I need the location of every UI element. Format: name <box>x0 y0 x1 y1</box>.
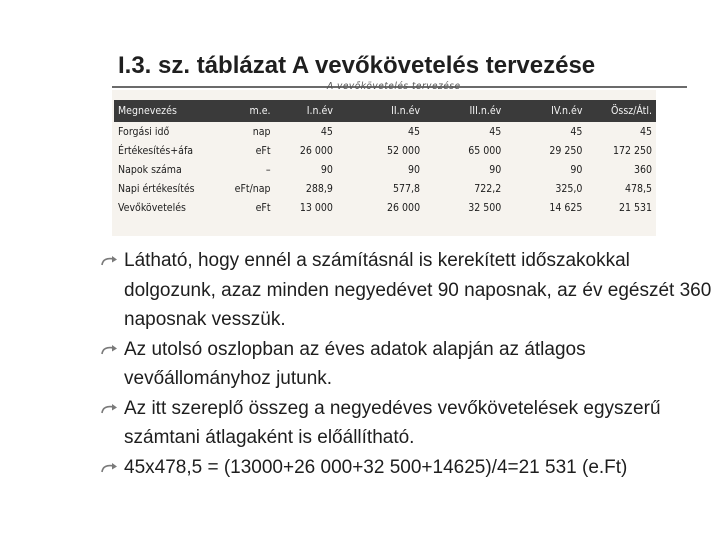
table-cell: 45 <box>639 125 652 138</box>
table-cell: 26 000 <box>387 201 421 214</box>
table-cell: 45 <box>408 125 421 138</box>
table-cell: 90 <box>489 163 502 176</box>
header-cell: Össz/Átl. <box>586 100 656 122</box>
table-cell: 45 <box>570 125 583 138</box>
bullet-text: Az utolsó oszlopban az éves adatok alapján az átlagos vevőállományhoz jutunk. <box>124 338 586 389</box>
table-cell: nap <box>252 125 271 138</box>
bullet-text: Az itt szereplő összeg a negyedéves vevőkövetelések egyszerű számtani átlagaként is előállítható. <box>124 397 661 448</box>
table-cell: 325,0 <box>555 182 583 195</box>
table-row <box>114 179 656 198</box>
header-cell: III.n.év <box>424 100 505 122</box>
bullet-item <box>100 246 715 335</box>
table-cell: 32 500 <box>468 201 502 214</box>
curved-arrow-bullet-icon <box>100 246 120 275</box>
table-cell: 90 <box>570 163 583 176</box>
table-cell: Napi értékesítés <box>118 182 195 195</box>
table-cell: 288,9 <box>305 182 333 195</box>
table-cell: 45 <box>320 125 333 138</box>
table-cell: 14 625 <box>549 201 583 214</box>
table-cell: Napok száma <box>118 163 182 176</box>
table-cell: Vevőkövetelés <box>118 201 186 214</box>
table-cell: – <box>265 163 271 176</box>
table-cell: 52 000 <box>387 144 421 157</box>
curved-arrow-bullet-icon <box>100 453 120 482</box>
table-cell: 722,2 <box>474 182 502 195</box>
table-cell: 13 000 <box>299 201 333 214</box>
bullet-text: 45x478,5 = (13000+26 000+32 500+14625)/4=21 531 (e.Ft) <box>124 456 628 478</box>
header-cell: IV.n.év <box>505 100 586 122</box>
table-row <box>114 141 656 160</box>
table-cell: 172 250 <box>612 144 652 157</box>
table-cell: 577,8 <box>393 182 421 195</box>
table-row <box>114 160 656 179</box>
bullet-text: Látható, hogy ennél a számításnál is kerekített időszakokkal dolgozunk, azaz minden negyedévet 90 naposnak, az év egészét 360 naposnak vesszük. <box>124 250 712 330</box>
slide-title: I.3. sz. táblázat A vevőkövetelés tervezése <box>118 52 596 79</box>
table-cell: Értékesítés+áfa <box>118 144 194 157</box>
bullet-item <box>100 335 715 394</box>
table-cell: Forgási idő <box>118 125 170 138</box>
table-caption: A vevőkövetelés tervezése <box>327 81 461 92</box>
table-cell: 29 250 <box>549 144 583 157</box>
curved-arrow-bullet-icon <box>100 335 120 364</box>
bullet-list <box>100 246 715 482</box>
receivables-table <box>114 100 656 217</box>
table-cell: 65 000 <box>468 144 502 157</box>
table-cell: 90 <box>408 163 421 176</box>
table-cell: 26 000 <box>299 144 333 157</box>
header-cell: II.n.év <box>337 100 424 122</box>
table-cell: 478,5 <box>624 182 652 195</box>
header-cell: I.n.év <box>275 100 337 122</box>
curved-arrow-bullet-icon <box>100 394 120 423</box>
table-cell: 45 <box>489 125 502 138</box>
table-cell: 21 531 <box>618 201 652 214</box>
scanned-table-image <box>112 81 656 236</box>
table-header-row <box>114 100 656 122</box>
table-cell: 90 <box>320 163 333 176</box>
header-cell: m.e. <box>222 100 275 122</box>
bullet-item <box>100 453 715 483</box>
table-cell: 360 <box>633 163 652 176</box>
table-cell: eFt <box>255 201 271 214</box>
table-cell: eFt/nap <box>234 182 271 195</box>
bullet-item <box>100 394 715 453</box>
table-cell: eFt <box>255 144 271 157</box>
table-row <box>114 198 656 217</box>
table-row <box>114 122 656 141</box>
header-cell: Megnevezés <box>114 100 222 122</box>
